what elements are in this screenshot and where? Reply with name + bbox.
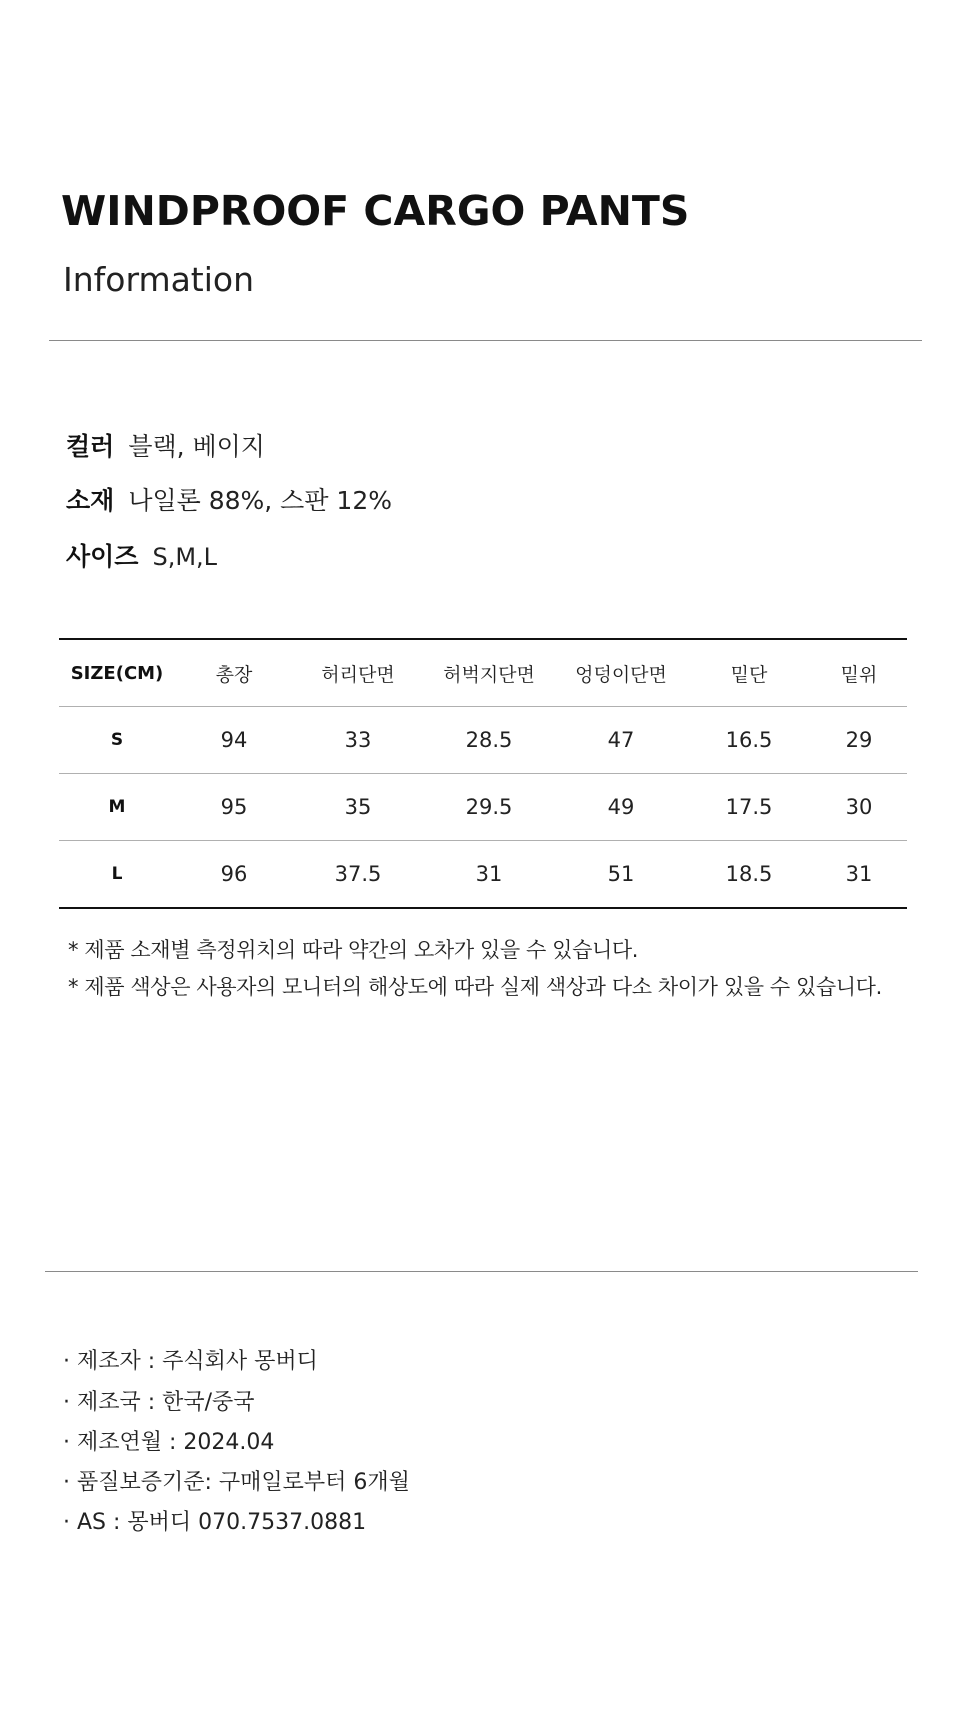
manufacturer-info-item: · 제조국 : 한국/중국: [63, 1390, 255, 1415]
table-row: [59, 707, 907, 774]
table-cell: 51: [607, 862, 635, 886]
spec-material: [66, 484, 392, 518]
header-rise: 밑위: [840, 663, 878, 686]
manufacturer-info-item: · 품질보증기준: 구매일로부터 6개월: [63, 1470, 410, 1495]
product-title: WINDPROOF CARGO PANTS: [61, 187, 690, 235]
table-cell: 29.5: [465, 795, 513, 819]
size-table-header-row: [59, 639, 907, 707]
table-cell: 31: [475, 862, 503, 886]
table-cell: 95: [220, 795, 248, 819]
table-cell: 96: [220, 862, 248, 886]
spec-size: [66, 540, 217, 574]
table-cell: 94: [220, 728, 248, 752]
spec-material-value: 나일론 88%, 스판 12%: [128, 486, 392, 515]
header-total-length: 총장: [215, 663, 253, 686]
manufacturer-info-item: · 제조연월 : 2024.04: [63, 1430, 275, 1455]
note-color: * 제품 색상은 사용자의 모니터의 해상도에 따라 실제 색상과 다소 차이가 있을 수 있습니다.: [68, 975, 882, 999]
table-cell: 29: [845, 728, 873, 752]
table-cell: 37.5: [334, 862, 382, 886]
table-cell: 18.5: [725, 862, 773, 886]
table-cell: 47: [607, 728, 635, 752]
section-subtitle: Information: [63, 260, 255, 299]
table-cell: 30: [845, 795, 873, 819]
header-hem: 밑단: [730, 663, 768, 686]
divider-top: [49, 340, 922, 341]
table-cell: L: [111, 864, 123, 884]
manufacturer-info-item: · AS : 몽버디 070.7537.0881: [63, 1510, 367, 1535]
note-measurement: * 제품 소재별 측정위치의 따라 약간의 오차가 있을 수 있습니다.: [68, 938, 639, 962]
divider-bottom: [45, 1271, 918, 1272]
table-cell: 49: [607, 795, 635, 819]
table-cell: M: [108, 797, 126, 817]
table-cell: 28.5: [465, 728, 513, 752]
table-cell: 33: [344, 728, 372, 752]
spec-color: [66, 430, 265, 464]
table-row: [59, 841, 907, 909]
table-row: [59, 774, 907, 841]
spec-size-value: S,M,L: [152, 543, 218, 571]
table-cell: 35: [344, 795, 372, 819]
spec-size-label: 사이즈: [66, 542, 139, 571]
table-cell: 31: [845, 862, 873, 886]
header-size: SIZE(CM): [70, 662, 164, 684]
header-hip: 엉덩이단면: [575, 663, 667, 686]
table-cell: S: [110, 730, 124, 750]
header-waist: 허리단면: [321, 663, 395, 686]
table-cell: 17.5: [725, 795, 773, 819]
size-table: [59, 638, 907, 909]
spec-material-label: 소재: [66, 486, 115, 515]
header-thigh: 허벅지단면: [443, 663, 535, 686]
table-cell: 16.5: [725, 728, 773, 752]
spec-color-label: 컬러: [66, 432, 115, 461]
manufacturer-info-item: · 제조자 : 주식회사 몽버디: [63, 1349, 318, 1374]
spec-color-value: 블랙, 베이지: [128, 432, 265, 461]
